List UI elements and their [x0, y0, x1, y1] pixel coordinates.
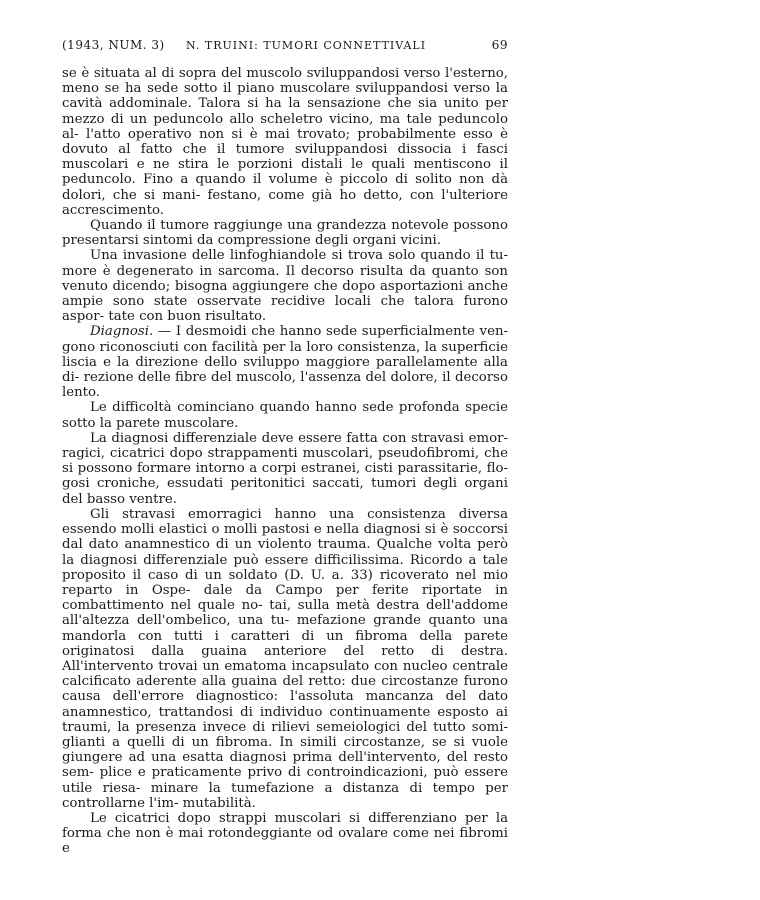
paragraph: Una invasione delle linfoghiandole si trova solo quando il tu- more è degenerato in sarcoma. Il decorso risulta da quanto son venuto dicendo; bisogna aggiungere che dopo asportazioni anche ampie sono state osservate recidive locali che talora furono aspor- tate con buon risultato.	[62, 248, 508, 325]
paragraph: Quando il tumore raggiunge una grandezza notevole possono presentarsi sintomi da compressione degli organi vicini.	[62, 218, 508, 249]
paragraph: La diagnosi differenziale deve essere fatta con stravasi emor- ragici, cicatrici dopo strappamenti muscolari, pseudofibromi, che si possono formare intorno a corpi estranei, cisti parassitarie, flo- gosi croniche, essudati peritonitici saccati, tumori degli organi del basso ventre.	[62, 430, 508, 507]
running-header	[62, 38, 508, 58]
running-title: N. TRUINI: TUMORI CONNETTIVALI	[186, 39, 427, 52]
body-text	[62, 66, 508, 857]
paragraph: Gli stravasi emorragici hanno una consistenza diversa essendo molli elastici o molli pastosi e nella diagnosi si è soccorsi dal dato anamnestico di un violento trauma. Qualche volta però la diagnosi differenziale può essere difficilissima. Ricordo a tale proposito il caso di un soldato (D. U. a. 33) ricoverato nel mio reparto in Ospe- dale da Campo per ferite riportate in combattimento nel quale no- tai, sulla metà destra dell'addome all'altezza dell'ombelico, una tu- mefazione grande quanto una mandorla con tutti i caratteri di un fibroma della parete originatosi dalla guaina anteriore del retto di destra. All'intervento trovai un ematoma incapsulato con nucleo centrale calcificato aderente alla guaina del retto: due circostanze furono causa dell'errore diagnostico: l'assoluta mancanza del dato anamnestico, trattandosi di individuo continuamente esposto ai traumi, la presenza invece di rilievi semeiologici del tutto somi- glianti a quelli di un fibroma. In simili circostanze, se si vuole giungere ad una esatta diagnosi prima dell'intervento, del resto sem- plice e praticamente privo di controindicazioni, può essere utile riesa- minare la tumefazione a distanza di tempo per controllarne l'im- mutabilità.	[62, 506, 509, 811]
paragraph: se è situata al di sopra del muscolo sviluppandosi verso l'esterno, meno se ha sede sotto il piano muscolare sviluppandosi verso la cavità addominale. Talora si ha la sensazione che sia unito per mezzo di un peduncolo allo scheletro vicino, ma tale peduncolo al- l'atto operativo non si è mai trovato; probabilmente esso è dovuto al fatto che il tumore sviluppandosi dissocia i fasci muscolari e ne stira le porzioni distali le quali mentiscono il peduncolo. Fino a quando il volume è piccolo di solito non dà dolori, che si mani- festano, come già ho detto, con l'ulteriore accrescimento.	[62, 66, 509, 218]
paragraph: Le cicatrici dopo strappi muscolari si differenziano per la forma che non è mai rotondeggiante od ovalare come nei fibromi e	[62, 810, 508, 857]
page-number: 69	[491, 38, 508, 52]
issue-reference: (1943, NUM. 3)	[62, 38, 165, 52]
paragraph-diagnosi: Diagnosi. — I desmoidi che hanno sede superficialmente ven- gono riconosciuti con facilità per la loro consistenza, la superficie liscia e la direzione dello sviluppo maggiore parallelamente alla di- rezione delle fibre del muscolo, l'assenza del dolore, il decorso lento.	[62, 324, 509, 401]
section-lead: Diagnosi.	[90, 324, 154, 340]
paragraph: Le difficoltà cominciano quando hanno sede profonda specie sotto la parete muscolare.	[62, 400, 508, 431]
